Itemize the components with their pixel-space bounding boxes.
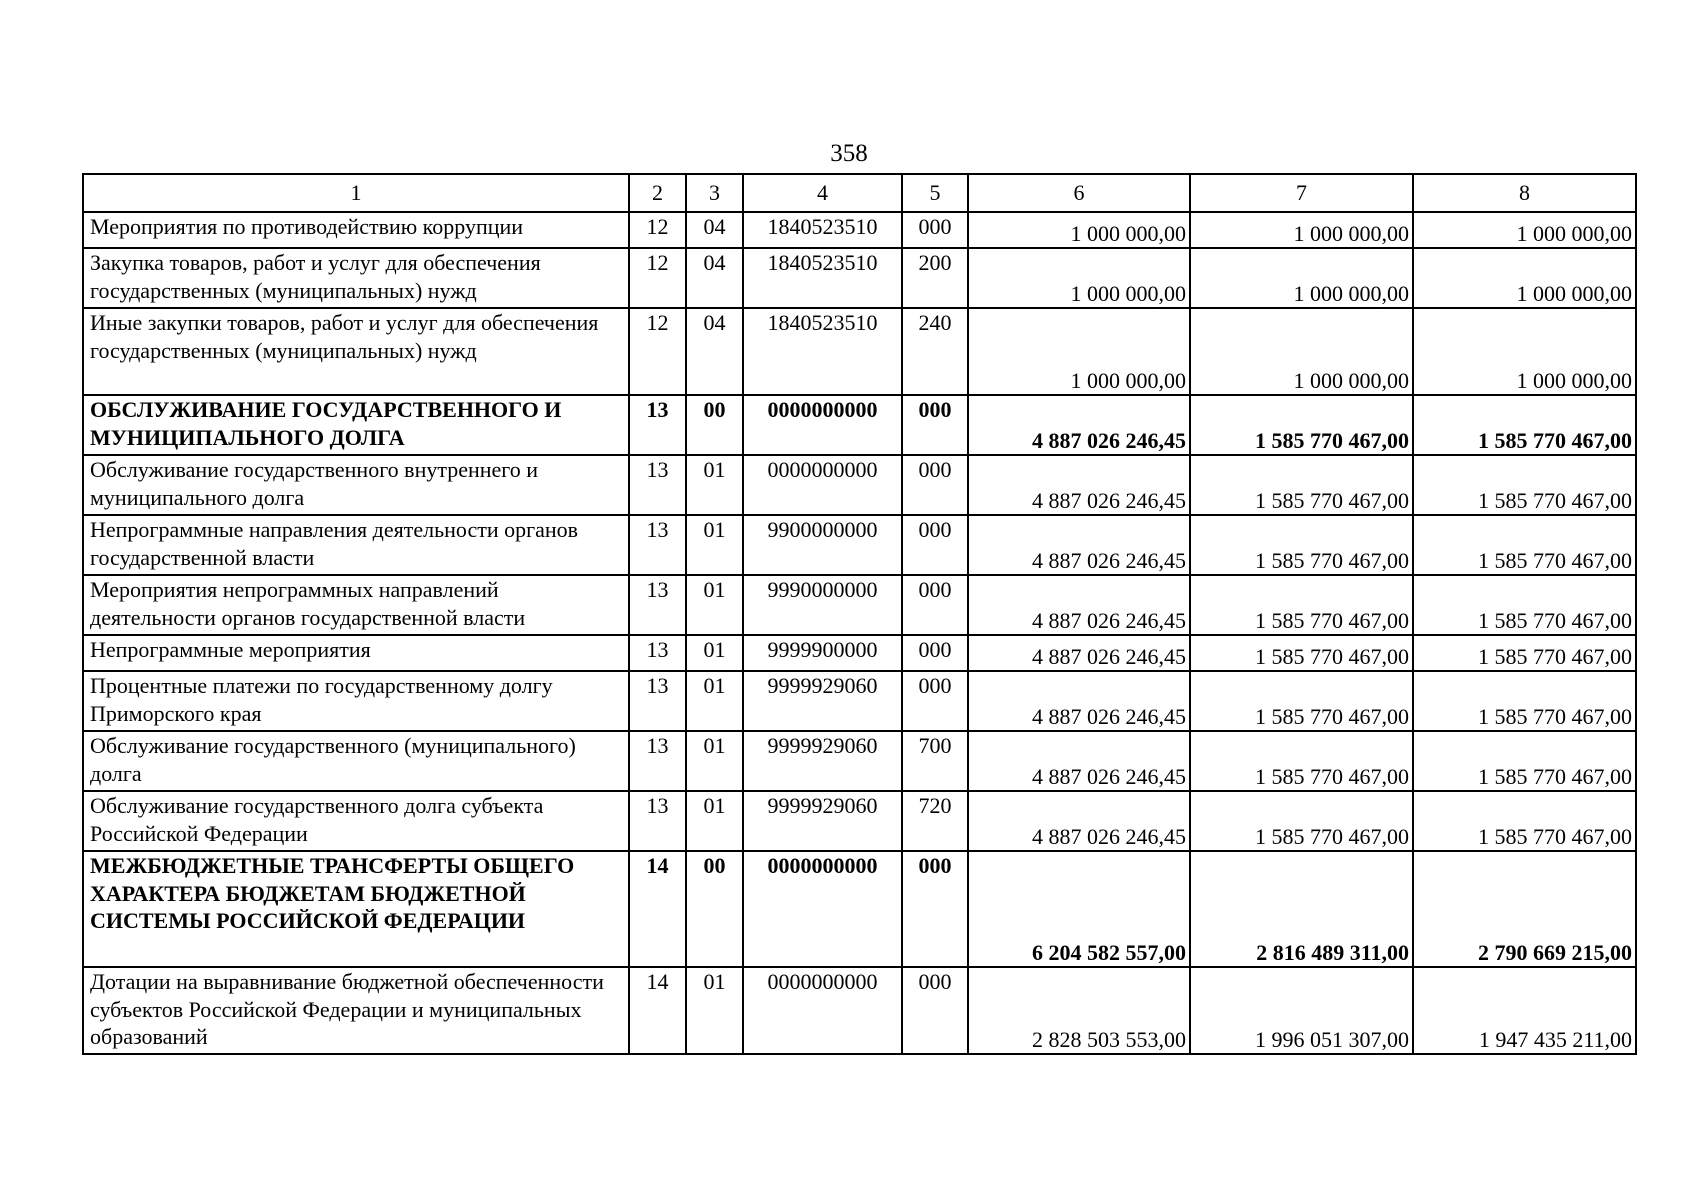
- target-article-code: 9999929060: [743, 731, 902, 791]
- subsection-code: 01: [686, 575, 743, 635]
- target-article-code: 1840523510: [743, 248, 902, 308]
- target-article-code: 0000000000: [743, 455, 902, 515]
- expense-type-code: 000: [902, 455, 968, 515]
- expense-name: Процентные платежи по государственному долгу Приморского края: [83, 671, 629, 731]
- expense-type-code: 000: [902, 851, 968, 967]
- section-code: 13: [629, 635, 686, 671]
- subsection-code: 00: [686, 851, 743, 967]
- amount-column-7: 1 585 770 467,00: [1190, 671, 1413, 731]
- target-article-code: 9990000000: [743, 575, 902, 635]
- amount-column-6: 1 000 000,00: [968, 308, 1190, 395]
- amount-column-7: 1 585 770 467,00: [1190, 635, 1413, 671]
- expense-name: ОБСЛУЖИВАНИЕ ГОСУДАРСТВЕННОГО И МУНИЦИПАЛЬНОГО ДОЛГА: [83, 395, 629, 455]
- expense-type-code: 000: [902, 967, 968, 1054]
- amount-column-7: 1 585 770 467,00: [1190, 455, 1413, 515]
- section-code: 12: [629, 248, 686, 308]
- amount-column-8: 1 585 770 467,00: [1413, 395, 1636, 455]
- amount-column-6: 2 828 503 553,00: [968, 967, 1190, 1054]
- expense-name: МЕЖБЮДЖЕТНЫЕ ТРАНСФЕРТЫ ОБЩЕГО ХАРАКТЕРА БЮДЖЕТАМ БЮДЖЕТНОЙ СИСТЕМЫ РОССИЙСКОЙ ФЕДЕРАЦИИ: [83, 851, 629, 967]
- table-row: [83, 731, 1636, 791]
- subsection-code: 01: [686, 731, 743, 791]
- amount-column-8: 1 000 000,00: [1413, 308, 1636, 395]
- amount-column-8: 1 585 770 467,00: [1413, 515, 1636, 575]
- subsection-code: 01: [686, 515, 743, 575]
- subsection-code: 04: [686, 308, 743, 395]
- amount-column-7: 1 585 770 467,00: [1190, 575, 1413, 635]
- amount-column-6: 4 887 026 246,45: [968, 575, 1190, 635]
- subsection-code: 01: [686, 635, 743, 671]
- column-header: 5: [902, 174, 968, 212]
- amount-column-8: 1 585 770 467,00: [1413, 455, 1636, 515]
- target-article-code: 0000000000: [743, 967, 902, 1054]
- column-number-row: [83, 174, 1636, 212]
- amount-column-7: 1 000 000,00: [1190, 248, 1413, 308]
- amount-column-6: 1 000 000,00: [968, 248, 1190, 308]
- table-row: [83, 212, 1636, 248]
- expense-type-code: 000: [902, 635, 968, 671]
- amount-column-8: 1 585 770 467,00: [1413, 671, 1636, 731]
- expense-name: Мероприятия по противодействию коррупции: [83, 212, 629, 248]
- amount-column-8: 1 585 770 467,00: [1413, 635, 1636, 671]
- target-article-code: 0000000000: [743, 851, 902, 967]
- table-row: [83, 791, 1636, 851]
- section-code: 14: [629, 967, 686, 1054]
- column-header: 8: [1413, 174, 1636, 212]
- expense-type-code: 720: [902, 791, 968, 851]
- expense-type-code: 000: [902, 212, 968, 248]
- subsection-code: 01: [686, 455, 743, 515]
- column-header: 7: [1190, 174, 1413, 212]
- expense-type-code: 000: [902, 671, 968, 731]
- budget-table: [82, 173, 1637, 1055]
- amount-column-8: 1 585 770 467,00: [1413, 731, 1636, 791]
- expense-name: Непрограммные направления деятельности органов государственной власти: [83, 515, 629, 575]
- expense-type-code: 240: [902, 308, 968, 395]
- expense-name: Закупка товаров, работ и услуг для обеспечения государственных (муниципальных) нужд: [83, 248, 629, 308]
- target-article-code: 1840523510: [743, 308, 902, 395]
- expense-name: Обслуживание государственного внутреннего и муниципального долга: [83, 455, 629, 515]
- amount-column-7: 1 000 000,00: [1190, 212, 1413, 248]
- amount-column-6: 4 887 026 246,45: [968, 731, 1190, 791]
- subsection-code: 00: [686, 395, 743, 455]
- section-code: 13: [629, 395, 686, 455]
- amount-column-6: 6 204 582 557,00: [968, 851, 1190, 967]
- table-row: [83, 671, 1636, 731]
- table-row: [83, 575, 1636, 635]
- amount-column-7: 1 585 770 467,00: [1190, 395, 1413, 455]
- section-code: 13: [629, 515, 686, 575]
- table-row: [83, 635, 1636, 671]
- subsection-code: 01: [686, 791, 743, 851]
- amount-column-8: 1 000 000,00: [1413, 212, 1636, 248]
- expense-name: Дотации на выравнивание бюджетной обеспеченности субъектов Российской Федерации и муниципальных образований: [83, 967, 629, 1054]
- target-article-code: 9999900000: [743, 635, 902, 671]
- expense-type-code: 000: [902, 515, 968, 575]
- amount-column-8: 2 790 669 215,00: [1413, 851, 1636, 967]
- amount-column-6: 4 887 026 246,45: [968, 395, 1190, 455]
- amount-column-6: 4 887 026 246,45: [968, 515, 1190, 575]
- amount-column-6: 4 887 026 246,45: [968, 671, 1190, 731]
- target-article-code: 9999929060: [743, 671, 902, 731]
- expense-type-code: 000: [902, 395, 968, 455]
- subsection-code: 04: [686, 248, 743, 308]
- amount-column-6: 4 887 026 246,45: [968, 635, 1190, 671]
- expense-type-code: 000: [902, 575, 968, 635]
- expense-name: Иные закупки товаров, работ и услуг для обеспечения государственных (муниципальных) нужд: [83, 308, 629, 395]
- amount-column-7: 1 585 770 467,00: [1190, 791, 1413, 851]
- section-code: 13: [629, 455, 686, 515]
- column-header: 3: [686, 174, 743, 212]
- amount-column-6: 4 887 026 246,45: [968, 791, 1190, 851]
- expense-name: Обслуживание государственного (муниципального) долга: [83, 731, 629, 791]
- table-row: [83, 395, 1636, 455]
- column-header: 1: [83, 174, 629, 212]
- subsection-code: 01: [686, 671, 743, 731]
- target-article-code: 9900000000: [743, 515, 902, 575]
- section-code: 13: [629, 791, 686, 851]
- subsection-code: 04: [686, 212, 743, 248]
- table-row: [83, 967, 1636, 1054]
- column-header: 4: [743, 174, 902, 212]
- page-number: 358: [830, 140, 868, 167]
- amount-column-6: 4 887 026 246,45: [968, 455, 1190, 515]
- table-row: [83, 248, 1636, 308]
- table-row: [83, 851, 1636, 967]
- amount-column-8: 1 585 770 467,00: [1413, 791, 1636, 851]
- subsection-code: 01: [686, 967, 743, 1054]
- amount-column-8: 1 000 000,00: [1413, 248, 1636, 308]
- table-row: [83, 515, 1636, 575]
- section-code: 13: [629, 575, 686, 635]
- section-code: 13: [629, 731, 686, 791]
- section-code: 12: [629, 308, 686, 395]
- table-row: [83, 308, 1636, 395]
- expense-name: Непрограммные мероприятия: [83, 635, 629, 671]
- amount-column-8: 1 947 435 211,00: [1413, 967, 1636, 1054]
- amount-column-6: 1 000 000,00: [968, 212, 1190, 248]
- expense-type-code: 700: [902, 731, 968, 791]
- amount-column-7: 1 585 770 467,00: [1190, 515, 1413, 575]
- section-code: 13: [629, 671, 686, 731]
- target-article-code: 9999929060: [743, 791, 902, 851]
- amount-column-8: 1 585 770 467,00: [1413, 575, 1636, 635]
- expense-type-code: 200: [902, 248, 968, 308]
- expense-name: Обслуживание государственного долга субъекта Российской Федерации: [83, 791, 629, 851]
- column-header: 6: [968, 174, 1190, 212]
- amount-column-7: 1 585 770 467,00: [1190, 731, 1413, 791]
- amount-column-7: 1 000 000,00: [1190, 308, 1413, 395]
- section-code: 14: [629, 851, 686, 967]
- amount-column-7: 1 996 051 307,00: [1190, 967, 1413, 1054]
- target-article-code: 1840523510: [743, 212, 902, 248]
- table-row: [83, 455, 1636, 515]
- amount-column-7: 2 816 489 311,00: [1190, 851, 1413, 967]
- section-code: 12: [629, 212, 686, 248]
- column-header: 2: [629, 174, 686, 212]
- target-article-code: 0000000000: [743, 395, 902, 455]
- expense-name: Мероприятия непрограммных направлений деятельности органов государственной власти: [83, 575, 629, 635]
